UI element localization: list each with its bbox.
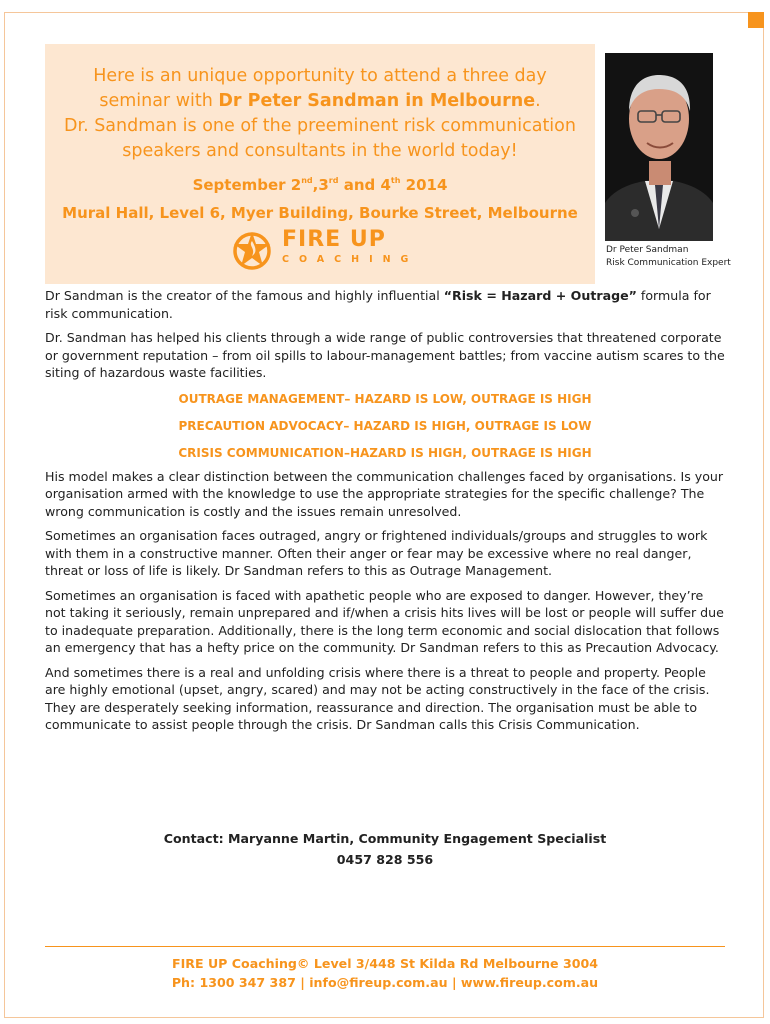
body-paragraph-3: His model makes a clear distinction between the communication challenges faced by organisations. Is your organisation armed with the knowledge to use the appropriate strategies for the specific challenge? The wrong communication is costly and the issues remain unresolved. [45, 468, 724, 519]
corner-accent [748, 12, 764, 28]
hero-line-2-pre: seminar with [99, 91, 219, 111]
main-body [45, 287, 725, 741]
hero-line-2-post: . [535, 91, 541, 111]
speaker-photo [605, 53, 713, 241]
model-line-crisis-communication: CRISIS COMMUNICATION–HAZARD IS HIGH, OUTRAGE IS HIGH [178, 445, 592, 460]
contact-block [45, 828, 725, 870]
contact-name: Contact: Maryanne Martin, Community Engagement Specialist [163, 831, 607, 846]
body-paragraph-5: Sometimes an organisation is faced with apathetic people who are exposed to danger. However, they’re not taking it seriously, remain unprepared and if/when a crisis hits lives will be lost or people will suffer due to inadequate preparation. Additionally, there is the long term economic and social dislocation that follows an emergency that has a hefty price on the community. Dr Sandman refers to this as Precaution Advocacy. [45, 587, 724, 655]
hero-banner [45, 44, 595, 284]
hero-line-4: speakers and consultants in the world today! [122, 141, 518, 161]
date-part-1: September 2 [192, 176, 302, 194]
hero-intro [45, 44, 595, 164]
body-paragraph-2: Dr. Sandman has helped his clients through a wide range of public controversies that threatened corporate or government reputation – from oil spills to labour-management battles; from vaccine autism scares to the siting of hazardous waste facilities. [45, 330, 725, 380]
footer-divider [45, 946, 725, 947]
photo-caption-title: Risk Communication Expert [606, 258, 731, 268]
body-paragraph-6: And sometimes there is a real and unfolding crisis where there is a threat to people and property. People are highly emotional (upset, angry, scared) and may not be acting constructively in the face of the crisis. They are desperately seeking information, reassurance and direction. The organisation must be able to communicate to assist people through the crisis. Dr Sandman calls this Crisis Communication. [45, 664, 710, 732]
logo-wordmark: FIRE UP [282, 227, 386, 252]
contact-phone: 0457 828 556 [336, 852, 434, 867]
date-sup-2: rd [328, 176, 339, 185]
hero-line-2 [45, 89, 595, 114]
footer-contact-links: Ph: 1300 347 387 | info@fireup.com.au | www.fireup.com.au [171, 975, 599, 990]
photo-caption [606, 244, 731, 270]
date-part-4: 2014 [400, 176, 448, 194]
body-paragraph-4: Sometimes an organisation faces outraged, angry or frightened individuals/groups and struggles to work with them in a constructive manner. Often their anger or fear may be excessive where no real danger, threat or loss of life is likely. Dr Sandman refers to this as Outrage Management. [45, 528, 708, 578]
date-part-2: ,3 [312, 176, 329, 194]
hero-line-1: Here is an unique opportunity to attend a three day [93, 66, 547, 86]
speaker-portrait-icon [605, 53, 713, 241]
date-sup-3: th [390, 176, 401, 185]
body-paragraph-1 [45, 287, 725, 322]
date-part-3: and 4 [338, 176, 391, 194]
p1-post: formula for risk communication. [45, 288, 711, 321]
hero-speaker: Dr Peter Sandman in Melbourne [218, 91, 536, 111]
footer [45, 954, 725, 992]
model-line-outrage-management: OUTRAGE MANAGEMENT– HAZARD IS LOW, OUTRAGE IS HIGH [178, 391, 592, 406]
logo-subtitle: COACHING [282, 254, 419, 265]
seminar-dates [45, 171, 595, 195]
model-line-precaution-advocacy: PRECAUTION ADVOCACY– HAZARD IS HIGH, OUTRAGE IS LOW [178, 418, 592, 433]
date-sup-1: nd [301, 176, 313, 185]
formula-text: “Risk = Hazard + Outrage” [443, 288, 637, 303]
fire-up-coaching-logo [230, 228, 430, 274]
flame-star-logo-icon [230, 228, 274, 272]
seminar-venue: Mural Hall, Level 6, Myer Building, Bourke Street, Melbourne [62, 204, 578, 222]
p1-pre: Dr Sandman is the creator of the famous and highly influential [45, 288, 444, 303]
photo-caption-name: Dr Peter Sandman [606, 245, 689, 255]
footer-address: FIRE UP Coaching© Level 3/448 St Kilda Rd Melbourne 3004 [171, 956, 598, 971]
hero-line-3: Dr. Sandman is one of the preeminent risk communication [64, 116, 576, 136]
